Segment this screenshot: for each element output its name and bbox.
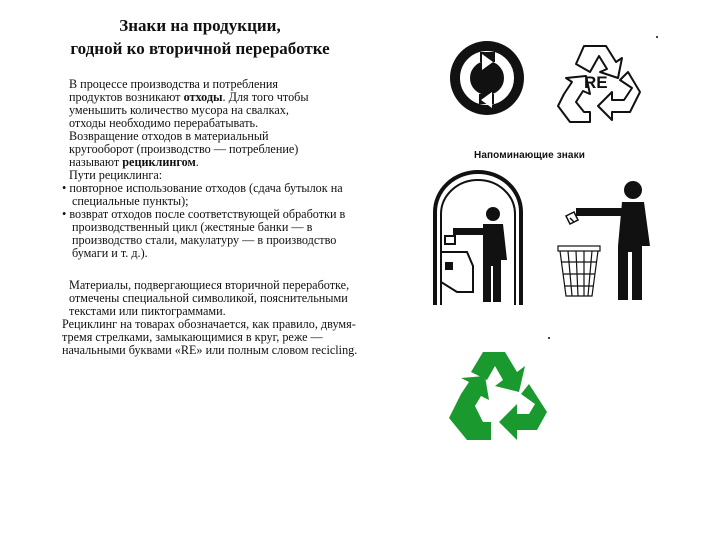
title-line-1: Знаки на продукции, xyxy=(119,16,281,35)
page-title xyxy=(20,14,380,60)
litter-chute-sign-icon xyxy=(433,170,523,306)
speck xyxy=(656,36,658,38)
recycling-ways-heading: Пути рециклинга: xyxy=(69,168,163,182)
paragraph-recycling-marks: Рециклинг на товарах обозначается, как правило, двумя-тремя стрелками, замыкающимися в круг, реже — начальными буквами «RE» или полным словом recicling. xyxy=(62,317,358,357)
recycle-re-icon xyxy=(550,36,646,128)
paragraph-recycling-definition: В процессе производства и потребления продуктов возникают отходы. Для того чтобы уменьшить количество мусора на свалках, отходы необходимо перерабатывать. Возвращение отходов в материальный кругооборот (производство — потребление) называют рециклингом. xyxy=(69,77,309,169)
green-recycle-icon xyxy=(443,346,555,446)
reminder-signs-caption: Напоминающие знаки xyxy=(474,150,585,161)
green-dot-icon xyxy=(449,40,525,116)
body-text xyxy=(62,78,367,357)
svg-text:RE: RE xyxy=(584,73,608,92)
paragraph-materials: Материалы, подвергающиеся вторичной переработке, отмечены специальной символикой, пояснительными текстами или пиктограммами. xyxy=(69,278,350,318)
list-item: • возврат отходов после соответствующей обработки в производственный цикл (жестяные банки — в производство стали, макулатуру — в производство бумаги и т. д.). xyxy=(62,207,346,260)
list-item: • повторное использование отходов (сдача бутылок на специальные пункты); xyxy=(62,181,343,208)
speck xyxy=(548,337,550,339)
title-line-2: годной ко вторичной переработке xyxy=(70,39,330,58)
litter-bin-sign-icon xyxy=(540,178,660,304)
